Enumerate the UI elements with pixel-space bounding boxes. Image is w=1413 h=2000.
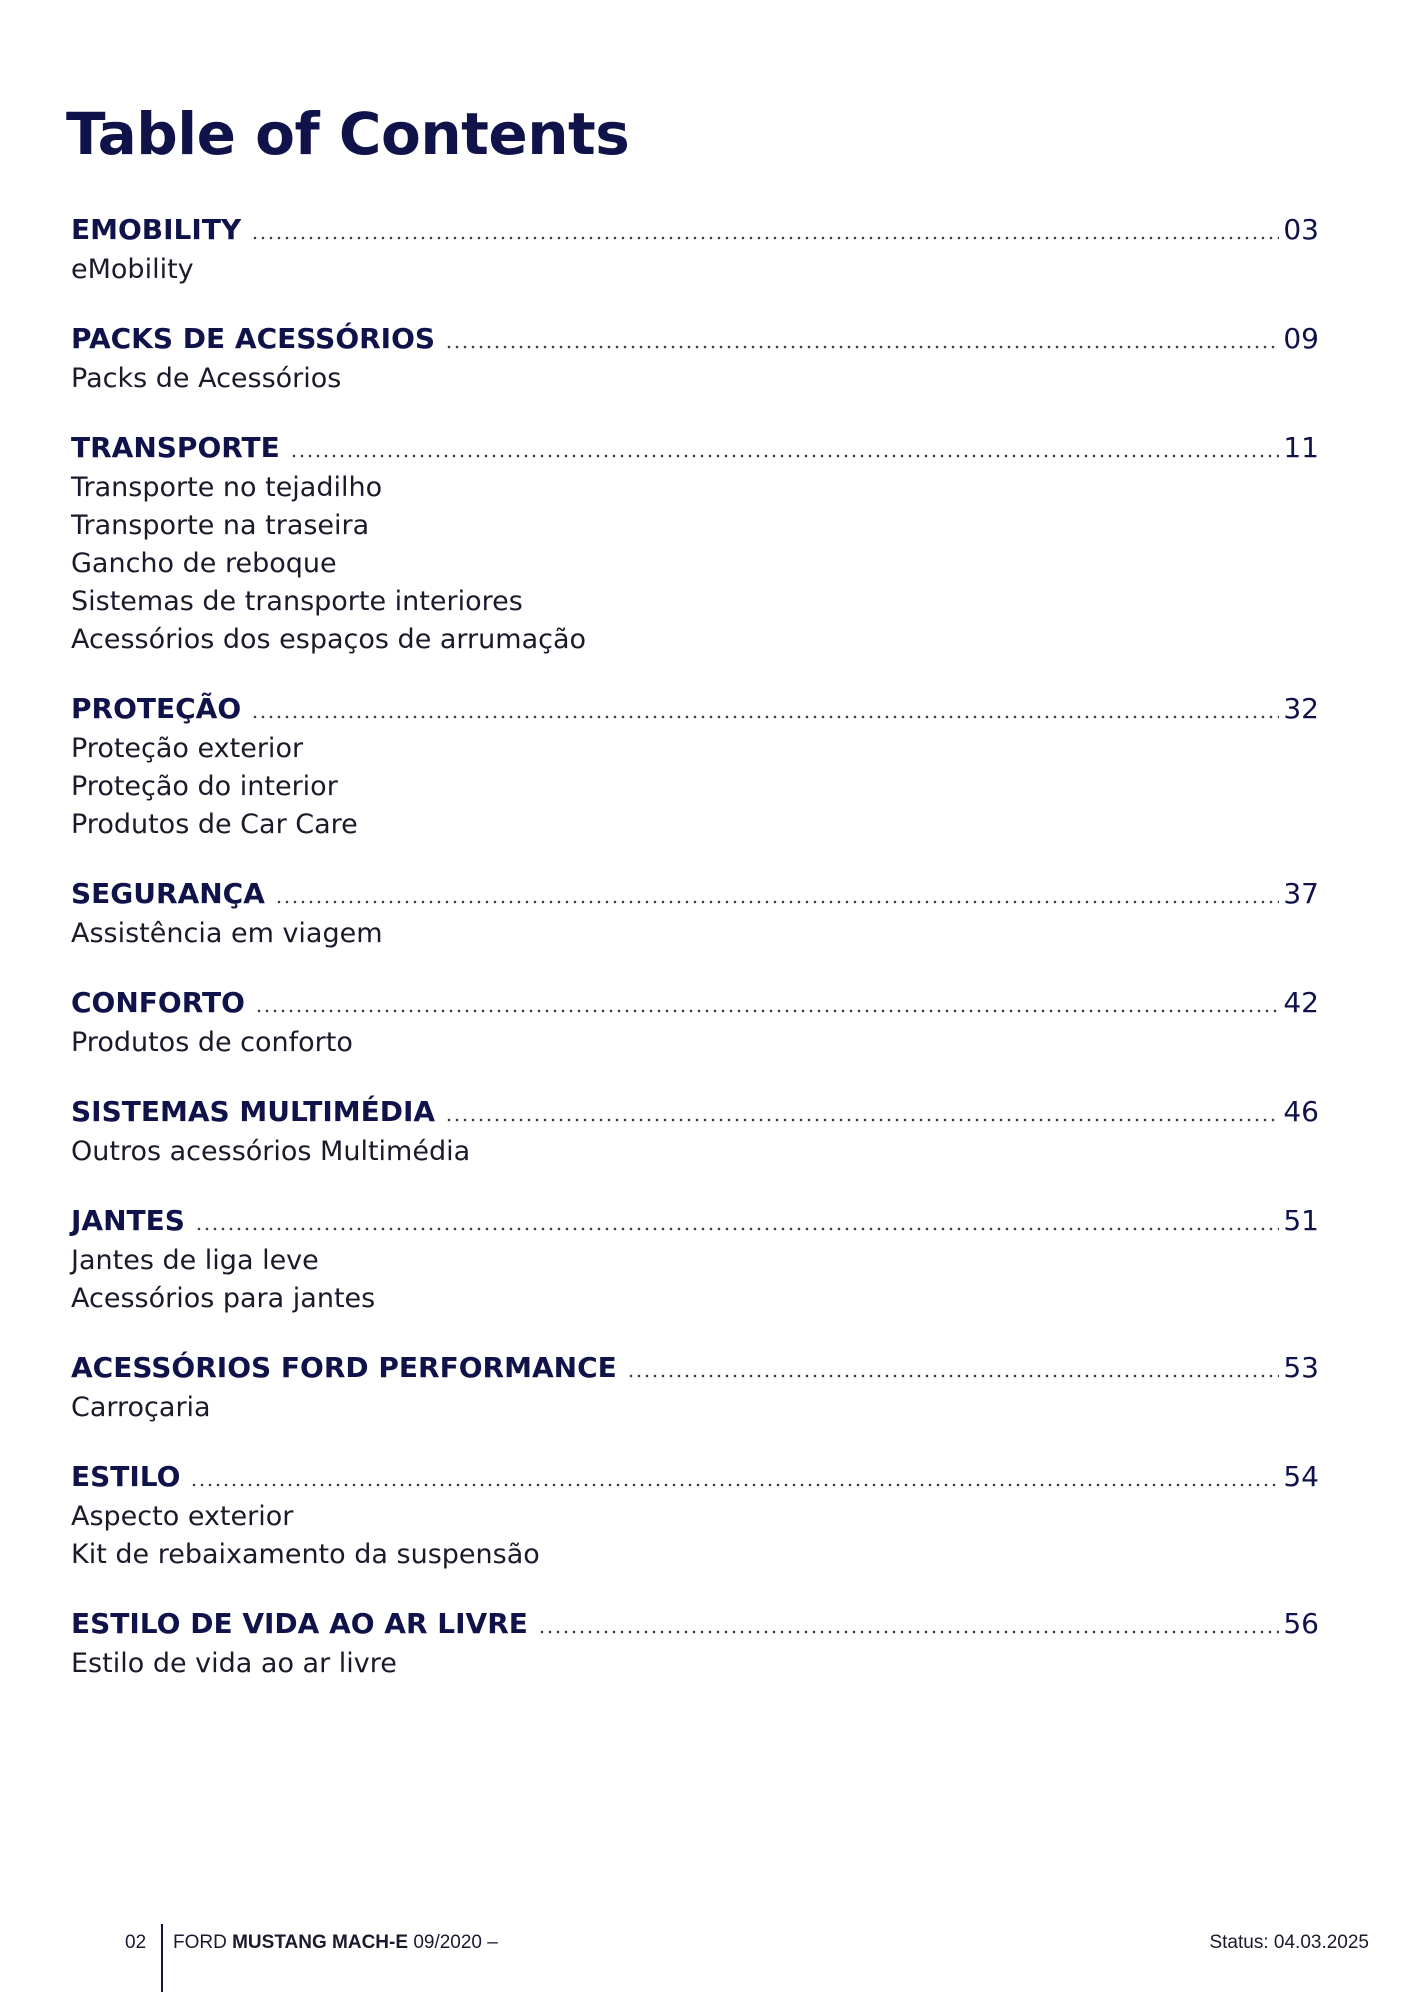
toc-section-heading[interactable] (71, 322, 1319, 360)
footer-model-name: MUSTANG MACH-E (232, 1932, 409, 1953)
toc-page-number: 37 (1283, 877, 1319, 910)
toc-subsection[interactable]: Packs de Acessórios (71, 363, 342, 394)
toc-subsection[interactable]: Transporte na traseira (71, 510, 370, 541)
toc-subsection[interactable]: Gancho de reboque (71, 548, 337, 579)
toc-section-heading[interactable] (71, 1204, 1319, 1242)
toc-page-number: 42 (1283, 986, 1319, 1019)
toc-section (71, 1607, 1319, 1683)
toc-section-heading[interactable] (71, 213, 1319, 251)
toc-page-number: 32 (1283, 692, 1319, 725)
toc-section (71, 322, 1319, 398)
toc-section (71, 877, 1319, 953)
toc-section-title: ESTILO DE VIDA AO AR LIVRE (71, 1607, 528, 1640)
footer-model-info (173, 1932, 498, 1954)
toc-page-number: 46 (1283, 1095, 1319, 1128)
toc-section-title: PACKS DE ACESSÓRIOS (71, 322, 436, 355)
page-footer (0, 1932, 1413, 1988)
dot-leader (627, 1372, 1280, 1380)
toc-subsection[interactable]: Estilo de vida ao ar livre (71, 1648, 397, 1679)
page-title: Table of Contents (66, 100, 630, 168)
dot-leader (538, 1628, 1279, 1636)
dot-leader (445, 343, 1279, 351)
footer-date: 09/2020 – (413, 1932, 498, 1953)
toc-section-heading[interactable] (71, 692, 1319, 730)
toc-page-number: 09 (1283, 322, 1319, 355)
toc-section (71, 1095, 1319, 1171)
table-of-contents (71, 213, 1319, 1716)
toc-section-heading[interactable] (71, 986, 1319, 1024)
toc-section-heading[interactable] (71, 1351, 1319, 1389)
toc-subsection[interactable]: eMobility (71, 254, 194, 285)
toc-section-title: ACESSÓRIOS FORD PERFORMANCE (71, 1351, 617, 1384)
toc-section-title: TRANSPORTE (71, 431, 280, 464)
toc-section (71, 986, 1319, 1062)
toc-section-title: EMOBILITY (71, 213, 242, 246)
toc-section-title: SEGURANÇA (71, 877, 265, 910)
toc-subsection[interactable]: Produtos de conforto (71, 1027, 353, 1058)
toc-section-title: CONFORTO (71, 986, 245, 1019)
toc-section-title: ESTILO (71, 1460, 181, 1493)
toc-section (71, 692, 1319, 844)
toc-section-title: PROTEÇÃO (71, 692, 242, 725)
dot-leader (445, 1116, 1279, 1124)
toc-subsection[interactable]: Assistência em viagem (71, 918, 383, 949)
toc-subsection[interactable]: Aspecto exterior (71, 1501, 294, 1532)
toc-section (71, 1351, 1319, 1427)
footer-page-number: 02 (125, 1932, 147, 1953)
toc-section (71, 1460, 1319, 1574)
footer-brand: FORD (173, 1932, 227, 1953)
toc-subsection[interactable]: Acessórios para jantes (71, 1283, 376, 1314)
toc-page-number: 03 (1283, 213, 1319, 246)
toc-section (71, 1204, 1319, 1318)
toc-subsection[interactable]: Kit de rebaixamento da suspensão (71, 1539, 540, 1570)
toc-section-title: SISTEMAS MULTIMÉDIA (71, 1095, 436, 1128)
toc-subsection[interactable]: Acessórios dos espaços de arrumação (71, 624, 587, 655)
toc-section-heading[interactable] (71, 1095, 1319, 1133)
toc-subsection[interactable]: Produtos de Car Care (71, 809, 358, 840)
toc-subsection[interactable]: Carroçaria (71, 1392, 211, 1423)
toc-section-heading[interactable] (71, 1460, 1319, 1498)
toc-subsection[interactable]: Jantes de liga leve (71, 1245, 319, 1276)
toc-subsection[interactable]: Proteção exterior (71, 733, 304, 764)
toc-page-number: 56 (1283, 1607, 1319, 1640)
toc-subsection[interactable]: Proteção do interior (71, 771, 338, 802)
toc-section-title: JANTES (71, 1204, 185, 1237)
toc-section-heading[interactable] (71, 1607, 1319, 1645)
toc-subsection[interactable]: Sistemas de transporte interiores (71, 586, 523, 617)
dot-leader (255, 1007, 1279, 1015)
toc-subsection[interactable]: Outros acessórios Multimédia (71, 1136, 471, 1167)
toc-page-number: 53 (1283, 1351, 1319, 1384)
dot-leader (275, 898, 1279, 906)
toc-section (71, 431, 1319, 659)
dot-leader (290, 452, 1280, 460)
toc-subsection[interactable]: Transporte no tejadilho (71, 472, 383, 503)
toc-section-heading[interactable] (71, 431, 1319, 469)
toc-section (71, 213, 1319, 289)
footer-divider (161, 1924, 163, 1992)
toc-page-number: 51 (1283, 1204, 1319, 1237)
toc-page-number: 54 (1283, 1460, 1319, 1493)
dot-leader (190, 1481, 1279, 1489)
toc-section-heading[interactable] (71, 877, 1319, 915)
dot-leader (251, 713, 1279, 721)
footer-status: Status: 04.03.2025 (1209, 1932, 1369, 1953)
toc-page-number: 11 (1283, 431, 1319, 464)
dot-leader (195, 1225, 1279, 1233)
dot-leader (251, 234, 1279, 242)
